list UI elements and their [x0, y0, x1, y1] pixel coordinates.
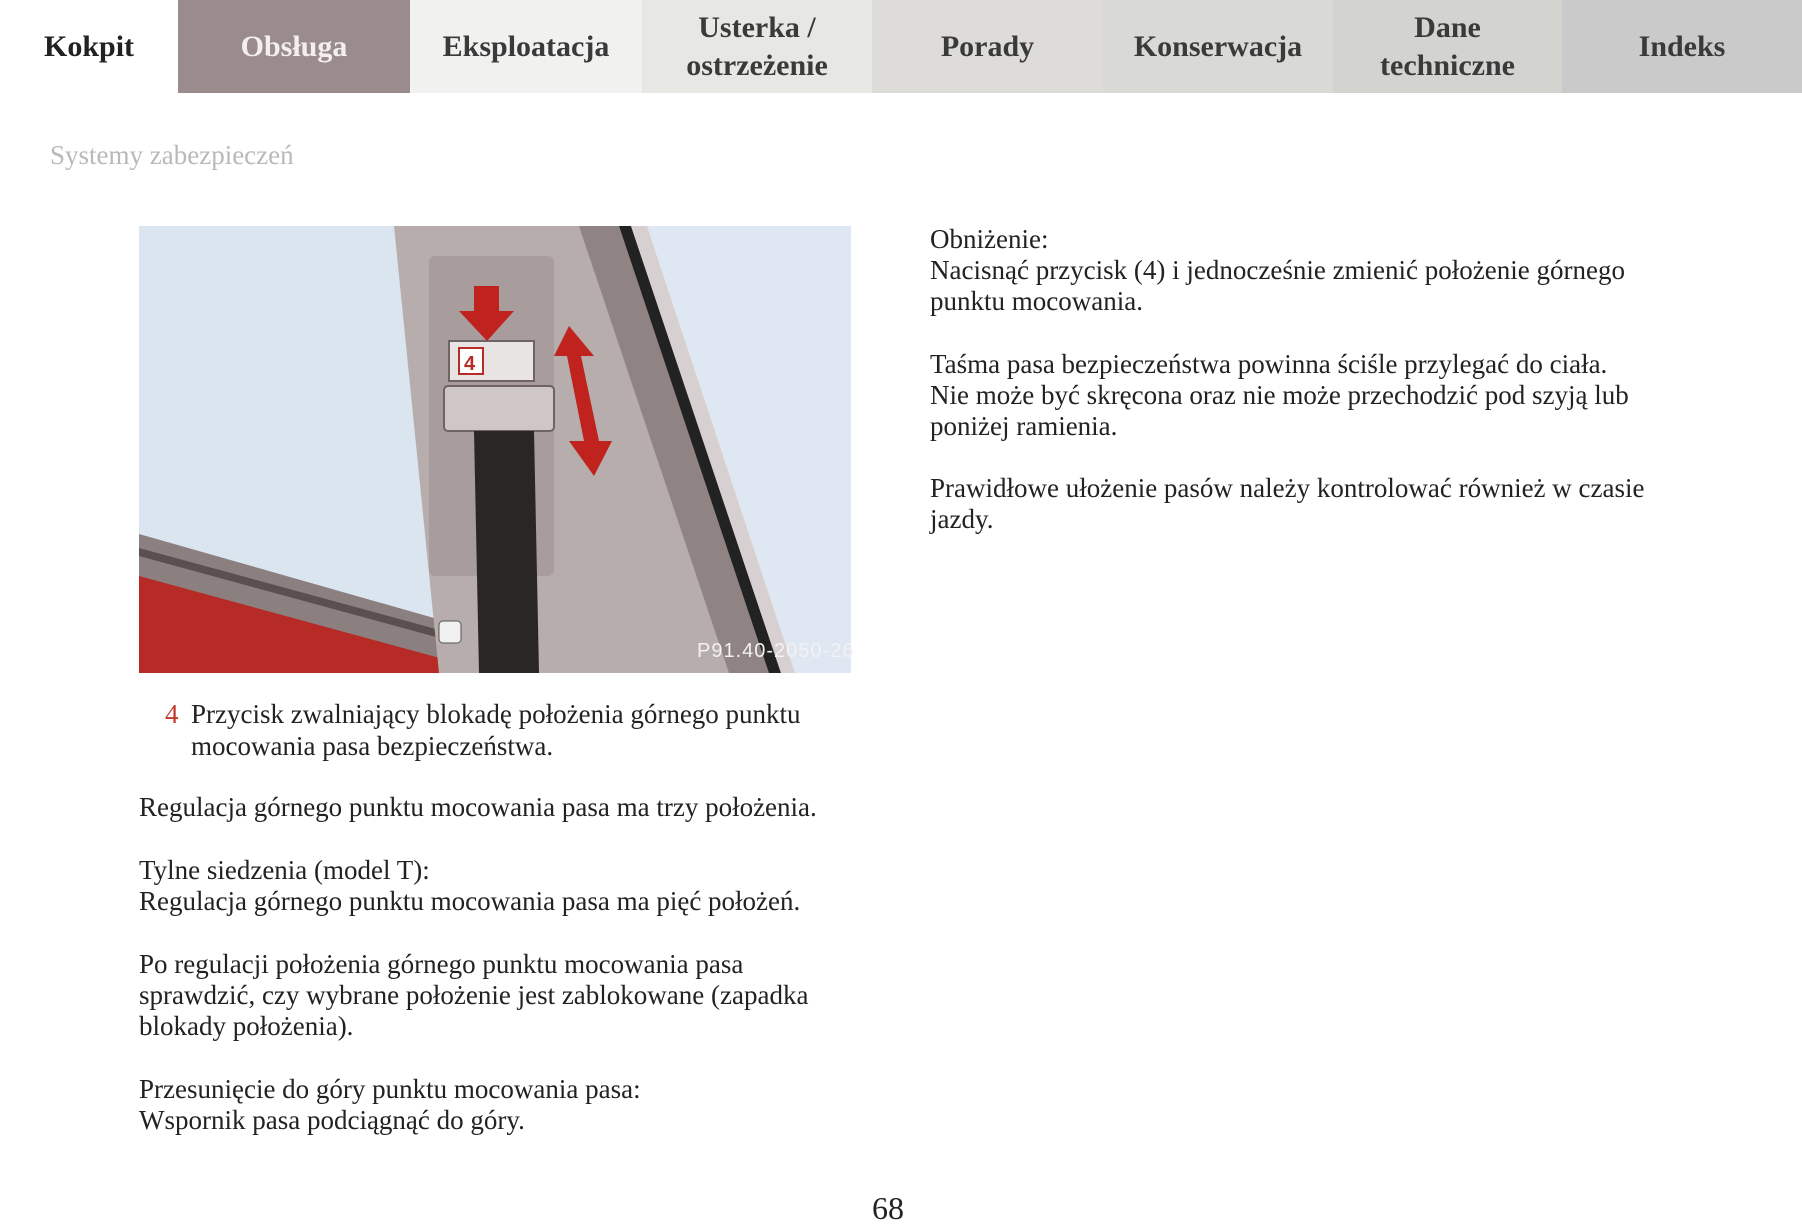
- top-navigation: [0, 0, 1802, 93]
- tab-eksploatacja[interactable]: Eksploatacja: [410, 0, 642, 93]
- seatbelt-anchor-illustration: [139, 226, 851, 673]
- tab-dane-label: Dane techniczne: [1380, 10, 1515, 82]
- caption-text: Przycisk zwalniający blokadę położenia górnego punktu mocowania pasa bezpieczeństwa.: [191, 699, 801, 761]
- section-title: Systemy zabezpieczeń: [50, 140, 294, 170]
- button-callout-number: 4: [464, 353, 476, 375]
- belt-guide: [444, 386, 554, 431]
- tab-kokpit[interactable]: Kokpit: [0, 0, 178, 93]
- seat-belt-strap: [474, 431, 539, 673]
- paragraph-check-lock: Po regulacji położenia górnego punktu mocowania pasa sprawdzić, czy wybrane położenie jest zablokowane (zapadka blokady położenia).: [139, 949, 809, 1041]
- caption-number: 4: [165, 699, 179, 729]
- page-number: 68: [872, 1190, 904, 1226]
- door-lock-pin: [439, 621, 461, 643]
- figure-code: P91.40-2050-26: [697, 640, 855, 662]
- paragraph-check-while-driving: Prawidłowe ułożenie pasów należy kontrolować również w czasie jazdy.: [930, 473, 1645, 534]
- tab-usterka-ostrzezenie[interactable]: [642, 0, 872, 93]
- tab-dane-techniczne[interactable]: [1333, 0, 1562, 93]
- paragraph-three-positions: Regulacja górnego punktu mocowania pasa ma trzy położenia.: [139, 792, 817, 822]
- paragraph-lowering-text: Nacisnąć przycisk (4) i jednocześnie zmienić położenie górnego punktu mocowania.: [930, 255, 1625, 316]
- illustration-svg: [139, 226, 851, 673]
- tab-obsluga[interactable]: Obsługa: [178, 0, 410, 93]
- paragraph-rear-seats-heading: Tylne siedzenia (model T):: [139, 855, 430, 885]
- paragraph-lowering-heading: Obniżenie:: [930, 224, 1049, 254]
- paragraph-move-up-heading: Przesunięcie do góry punktu mocowania pasa:: [139, 1074, 641, 1104]
- paragraph-belt-fit: Taśma pasa bezpieczeństwa powinna ściśle przylegać do ciała. Nie może być skręcona oraz nie może przechodzić pod szyją lub poniżej ramienia.: [930, 349, 1629, 441]
- figure-caption: [165, 698, 845, 762]
- tab-usterka-label: Usterka / ostrzeżenie: [686, 10, 828, 82]
- tab-konserwacja[interactable]: Konserwacja: [1103, 0, 1333, 93]
- paragraph-move-up-text: Wspornik pasa podciągnąć do góry.: [139, 1105, 525, 1135]
- tab-porady[interactable]: Porady: [872, 0, 1103, 93]
- paragraph-five-positions: Regulacja górnego punktu mocowania pasa ma pięć położeń.: [139, 886, 801, 916]
- tab-indeks[interactable]: Indeks: [1562, 0, 1802, 93]
